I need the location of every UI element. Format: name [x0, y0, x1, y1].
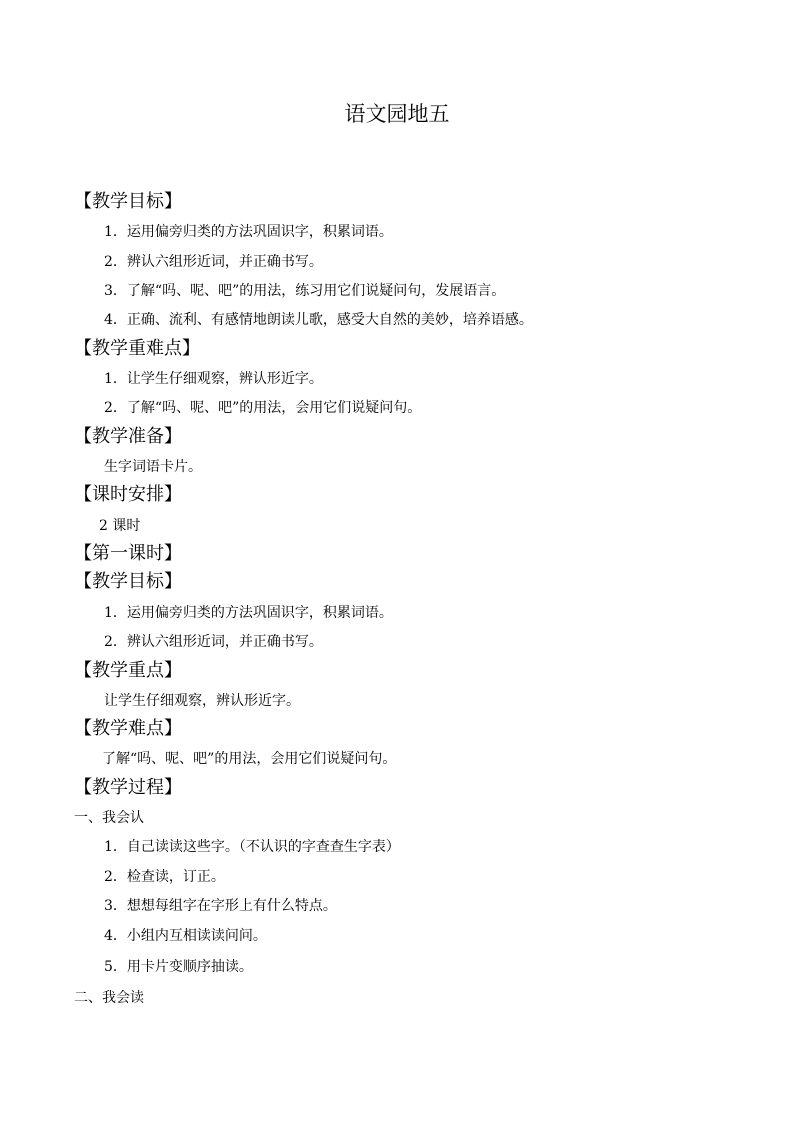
section-heading: 一、我会认 [74, 810, 144, 826]
list-item: 2．辨认六组形近词，并正确书写。 [104, 634, 323, 650]
list-item: 4．小组内互相读读问问。 [104, 928, 267, 944]
list-item: 3．了解“吗、呢、吧”的用法，练习用它们说疑问句，发展语言。 [104, 283, 506, 299]
list-item: 2．检查读，订正。 [104, 869, 225, 885]
list-item: 1．让学生仔细观察，辨认形近字。 [104, 371, 323, 387]
paragraph-text: 了解“吗、呢、吧”的用法，会用它们说疑问句。 [102, 751, 397, 767]
section-heading: 二、我会读 [74, 990, 144, 1006]
list-item: 2．了解“吗、呢、吧”的用法，会用它们说疑问句。 [104, 400, 422, 416]
list-item: 1．运用偏旁归类的方法巩固识字，积累词语。 [104, 605, 393, 621]
heading-teaching-process: 【教学过程】 [74, 777, 182, 798]
list-item: 2．辨认六组形近词，并正确书写。 [104, 254, 323, 270]
heading-key-difficult-points: 【教学重难点】 [74, 338, 200, 359]
heading-teaching-key-point: 【教学重点】 [74, 660, 182, 681]
paragraph-text: 2 课时 [99, 518, 141, 534]
heading-class-schedule: 【课时安排】 [74, 484, 182, 505]
list-item: 5．用卡片变顺序抽读。 [104, 959, 253, 975]
paragraph-text: 让学生仔细观察，辨认形近字。 [104, 693, 300, 709]
heading-teaching-difficulty: 【教学难点】 [74, 718, 182, 739]
heading-teaching-preparation: 【教学准备】 [74, 426, 182, 447]
paragraph-text: 生字词语卡片。 [104, 459, 202, 475]
list-item: 4．正确、流利、有感情地朗读儿歌，感受大自然的美妙，培养语感。 [104, 312, 533, 328]
list-item: 3．想想每组字在字形上有什么特点。 [104, 898, 337, 914]
document-title: 语文园地五 [344, 102, 450, 126]
list-item: 1．运用偏旁归类的方法巩固识字，积累词语。 [104, 224, 393, 240]
list-item: 1．自己读读这些字。（不认识的字查查生字表） [104, 839, 400, 855]
heading-teaching-goals: 【教学目标】 [74, 191, 182, 212]
heading-first-lesson: 【第一课时】 [74, 543, 182, 564]
heading-teaching-goals: 【教学目标】 [74, 571, 182, 592]
